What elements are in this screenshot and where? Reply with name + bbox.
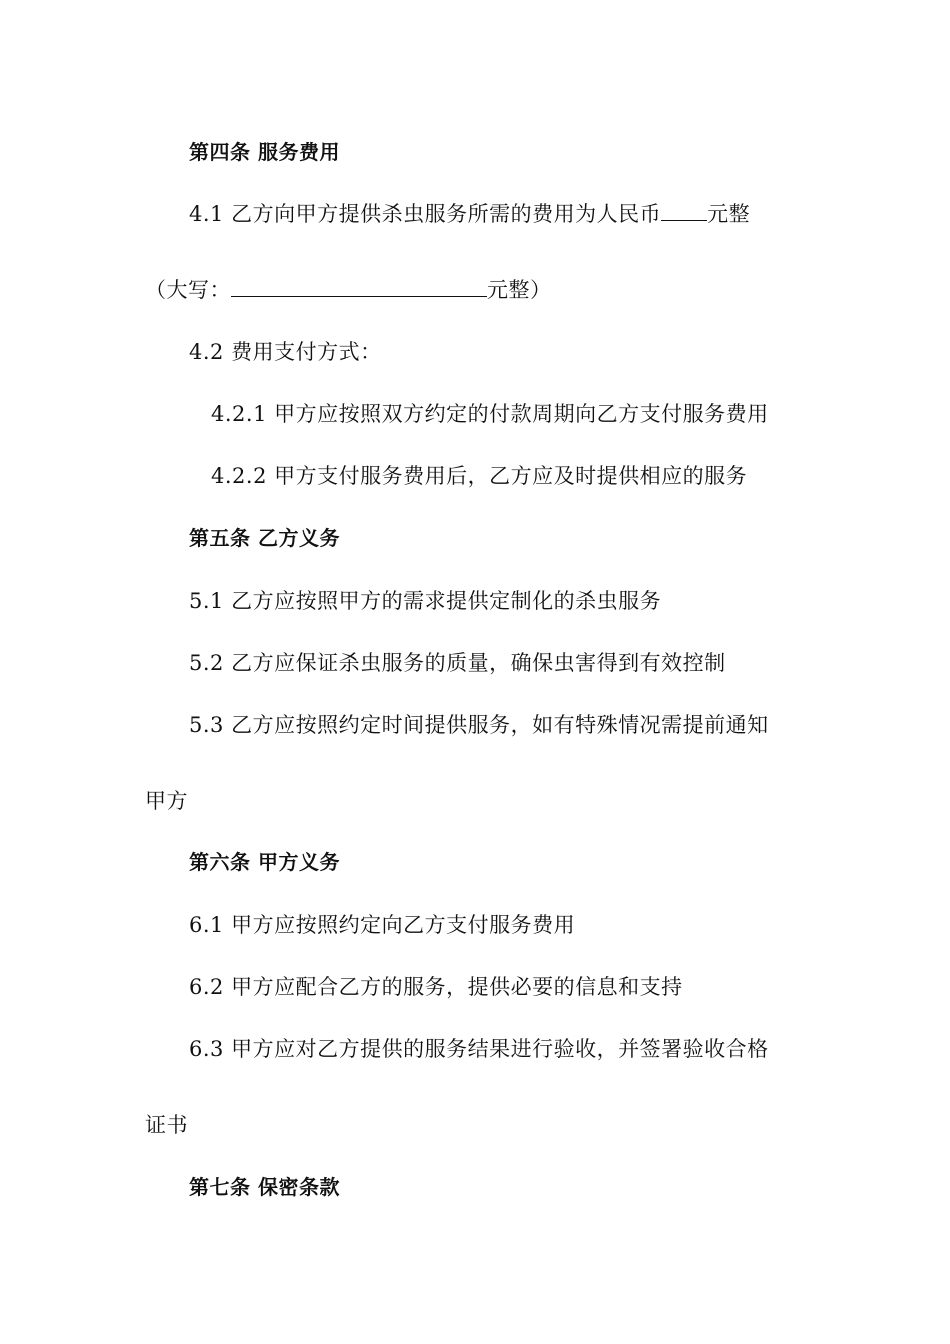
uppercase-amount-blank xyxy=(231,276,487,297)
uppercase-unit: 元整） xyxy=(487,278,552,302)
clause-4-1-unit: 元整 xyxy=(707,202,751,226)
uppercase-label: （大写： xyxy=(145,278,231,302)
article-4-heading: 第四条 服务费用 xyxy=(189,140,340,164)
clause-5-2: 5.2 乙方应保证杀虫服务的质量，确保虫害得到有效控制 xyxy=(189,651,726,675)
article-6-heading: 第六条 甲方义务 xyxy=(189,850,340,874)
article-5-heading: 第五条 乙方义务 xyxy=(189,526,340,550)
article-7-heading: 第七条 保密条款 xyxy=(189,1175,340,1199)
clause-4-1-continued xyxy=(145,276,552,304)
clause-6-3-continued: 证书 xyxy=(145,1113,188,1137)
clause-5-3-continued: 甲方 xyxy=(145,789,188,813)
clause-6-2: 6.2 甲方应配合乙方的服务，提供必要的信息和支持 xyxy=(189,975,683,999)
clause-4-1 xyxy=(189,200,750,228)
clause-6-1: 6.1 甲方应按照约定向乙方支付服务费用 xyxy=(189,913,576,937)
amount-blank xyxy=(661,200,707,221)
clause-4-2-2: 4.2.2 甲方支付服务费用后，乙方应及时提供相应的服务 xyxy=(211,464,748,488)
clause-4-2: 4.2 费用支付方式： xyxy=(189,340,382,364)
clause-6-3: 6.3 甲方应对乙方提供的服务结果进行验收，并签署验收合格 xyxy=(189,1037,769,1061)
clause-4-1-text: 4.1 乙方向甲方提供杀虫服务所需的费用为人民币 xyxy=(189,202,662,226)
clause-5-3: 5.3 乙方应按照约定时间提供服务，如有特殊情况需提前通知 xyxy=(189,713,769,737)
clause-5-1: 5.1 乙方应按照甲方的需求提供定制化的杀虫服务 xyxy=(189,589,662,613)
clause-4-2-1: 4.2.1 甲方应按照双方约定的付款周期向乙方支付服务费用 xyxy=(211,402,769,426)
